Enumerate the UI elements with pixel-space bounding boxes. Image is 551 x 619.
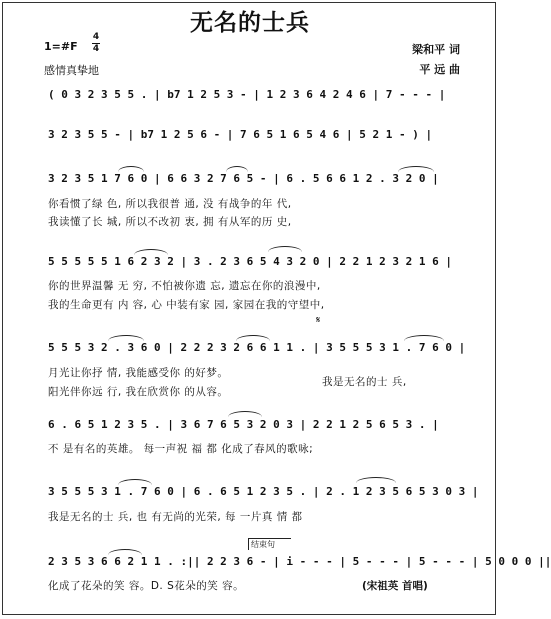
notation-row-7: 3 5 5 5 3 1 . 7 6 0 | 6 . 6 5 1 2 3 5 . | 2 . 1 2 3 5 6 5 3 0 3 | <box>48 485 479 498</box>
notation-row-6: 6 . 6 5 1 2 3 5 . | 3 6 7 6 5 3 2 0 3 | 2 2 1 2 5 6 5 3 . | <box>48 418 439 431</box>
lyric-row-5-verse-2: 阳光伴你远 行, 我在欣赏你 的从容。 <box>48 386 229 398</box>
slur-mark <box>404 335 444 341</box>
lyric-row-3-verse-1: 你看惯了绿 色, 所以我很普 通, 没 有战争的年 代, <box>48 198 292 210</box>
coda-marker: 结束句 <box>248 538 291 550</box>
notation-row-1: ( 0 3 2 3 5 5 . | b7 1 2 5 3 - | 1 2 3 6 4 2 4 6 | 7 - - - | <box>48 88 446 101</box>
notation-row-8: 2 3 5 3 6 6 2 1 1 . :|| 2 2 3 6 - | i - - - | 5 - - - | 5 - - - | 5 0 0 0 || <box>48 555 551 568</box>
lyric-row-4-verse-1: 你的世界温馨 无 穷, 不怕被你遗 忘, 遗忘在你的浪漫中, <box>48 280 321 292</box>
lyric-row-8: 化成了花朵的笑 容。D. S花朵的笑 容。 <box>48 580 245 592</box>
lyric-row-5-refrain: 我是无名的士 兵, <box>322 376 407 388</box>
key-signature: 1=#F <box>44 40 78 53</box>
slur-mark <box>398 166 434 172</box>
slur-mark <box>118 166 144 172</box>
slur-mark <box>236 335 270 341</box>
song-title: 无名的士兵 <box>190 10 310 36</box>
lyric-row-3-verse-2: 我读懂了长 城, 所以不改初 衷, 拥 有从军的历 史, <box>48 216 292 228</box>
slur-mark <box>228 411 262 417</box>
time-bottom: 4 <box>92 44 100 54</box>
time-top: 4 <box>92 32 100 42</box>
slur-mark <box>268 246 302 252</box>
slur-mark <box>118 479 152 485</box>
slur-mark <box>356 477 396 483</box>
composer-credit: 平 远 曲 <box>419 63 460 76</box>
slur-mark <box>108 549 142 555</box>
slur-mark <box>226 166 248 172</box>
credits <box>412 40 460 80</box>
lyricist-credit: 梁和平 词 <box>412 43 460 56</box>
notation-row-2: 3 2 3 5 5 - | b7 1 2 5 6 - | 7 6 5 1 6 5 4 6 | 5 2 1 - ) | <box>48 128 433 141</box>
lyric-row-4-verse-2: 我的生命更有 内 容, 心 中装有家 园, 家园在我的守望中, <box>48 299 325 311</box>
time-signature <box>92 33 100 54</box>
performer-credit: (宋祖英 首唱) <box>362 580 428 592</box>
lyric-row-5-verse-1: 月光让你抒 情, 我能感受你 的好梦。 <box>48 367 229 379</box>
tempo-marking: 感情真挚地 <box>44 64 99 77</box>
lyric-row-7: 我是无名的士 兵, 也 有无尚的光荣, 每 一片真 情 都 <box>48 511 303 523</box>
notation-row-3: 3 2 3 5 1 7 6 0 | 6 6 3 2 7 6 5 - | 6 . 5 6 6 1 2 . 3 2 0 | <box>48 172 439 185</box>
segno-icon: 𝄋 <box>316 315 321 326</box>
notation-row-5: 5 5 5 3 2 . 3 6 0 | 2 2 2 3 2 6 6 1 1 . | 3 5 5 5 3 1 . 7 6 0 | <box>48 341 466 354</box>
notation-row-4: 5 5 5 5 5 1 6 2 3 2 | 3 . 2 3 6 5 4 3 2 0 | 2 2 1 2 3 2 1 6 | <box>48 255 452 268</box>
slur-mark <box>108 335 144 341</box>
lyric-row-6: 不 是有名的英雄。 每一声祝 福 都 化成了春风的歌咏; <box>48 443 314 455</box>
slur-mark <box>134 249 168 255</box>
